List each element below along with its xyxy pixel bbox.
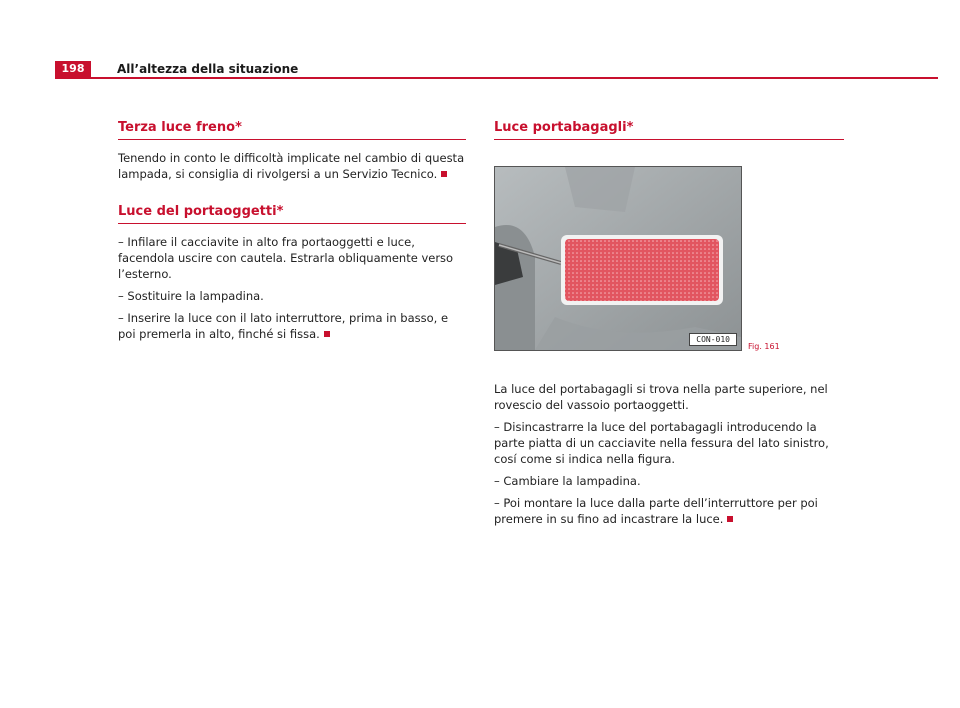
- section-title-third-brake-light: Terza luce freno*: [118, 120, 466, 140]
- header-title: All’altezza della situazione: [117, 62, 299, 76]
- step-item: – Disincastrarre la luce del portabagagli introducendo la parte piatta di un cacciavite nella fessura del lato sinistro, cosí come si indica nella figura.: [494, 420, 829, 466]
- left-column: [118, 120, 466, 348]
- figure-image: [494, 166, 742, 351]
- end-of-section-icon: [441, 171, 447, 177]
- page-number: 198: [55, 61, 91, 77]
- figure-caption: Fig. 161: [748, 342, 780, 351]
- step-item: – Cambiare la lampadina.: [494, 474, 641, 488]
- figure-code: CON-010: [689, 333, 737, 346]
- trunk-light-illustration: [495, 167, 741, 350]
- step-item: – Sostituire la lampadina.: [118, 289, 264, 303]
- figure: [494, 166, 844, 351]
- section-title-glovebox-light: Luce del portaoggetti*: [118, 204, 466, 224]
- step-item: – Poi montare la luce dalla parte dell’interruttore per poi premere in su fino ad incastrare la luce.: [494, 496, 818, 526]
- end-of-section-icon: [324, 331, 330, 337]
- section-title-trunk-light: Luce portabagagli*: [494, 120, 844, 140]
- paragraph: Tenendo in conto le difficoltà implicate nel cambio di questa lampada, si consiglia di rivolgersi a un Servizio Tecnico.: [118, 151, 465, 181]
- text-block: [494, 381, 844, 527]
- step-item: – Inserire la luce con il lato interruttore, prima in basso, e poi premerla in alto, finché si fissa.: [118, 311, 449, 341]
- right-column: [494, 120, 844, 533]
- paragraph: La luce del portabagagli si trova nella parte superiore, nel rovescio del vassoio portaoggetti.: [494, 382, 828, 412]
- step-item: – Infilare il cacciavite in alto fra portaoggetti e luce, facendola uscire con cautela. Estrarla obliquamente verso l’esterno.: [118, 235, 454, 281]
- page-header: [55, 61, 938, 79]
- end-of-section-icon: [727, 516, 733, 522]
